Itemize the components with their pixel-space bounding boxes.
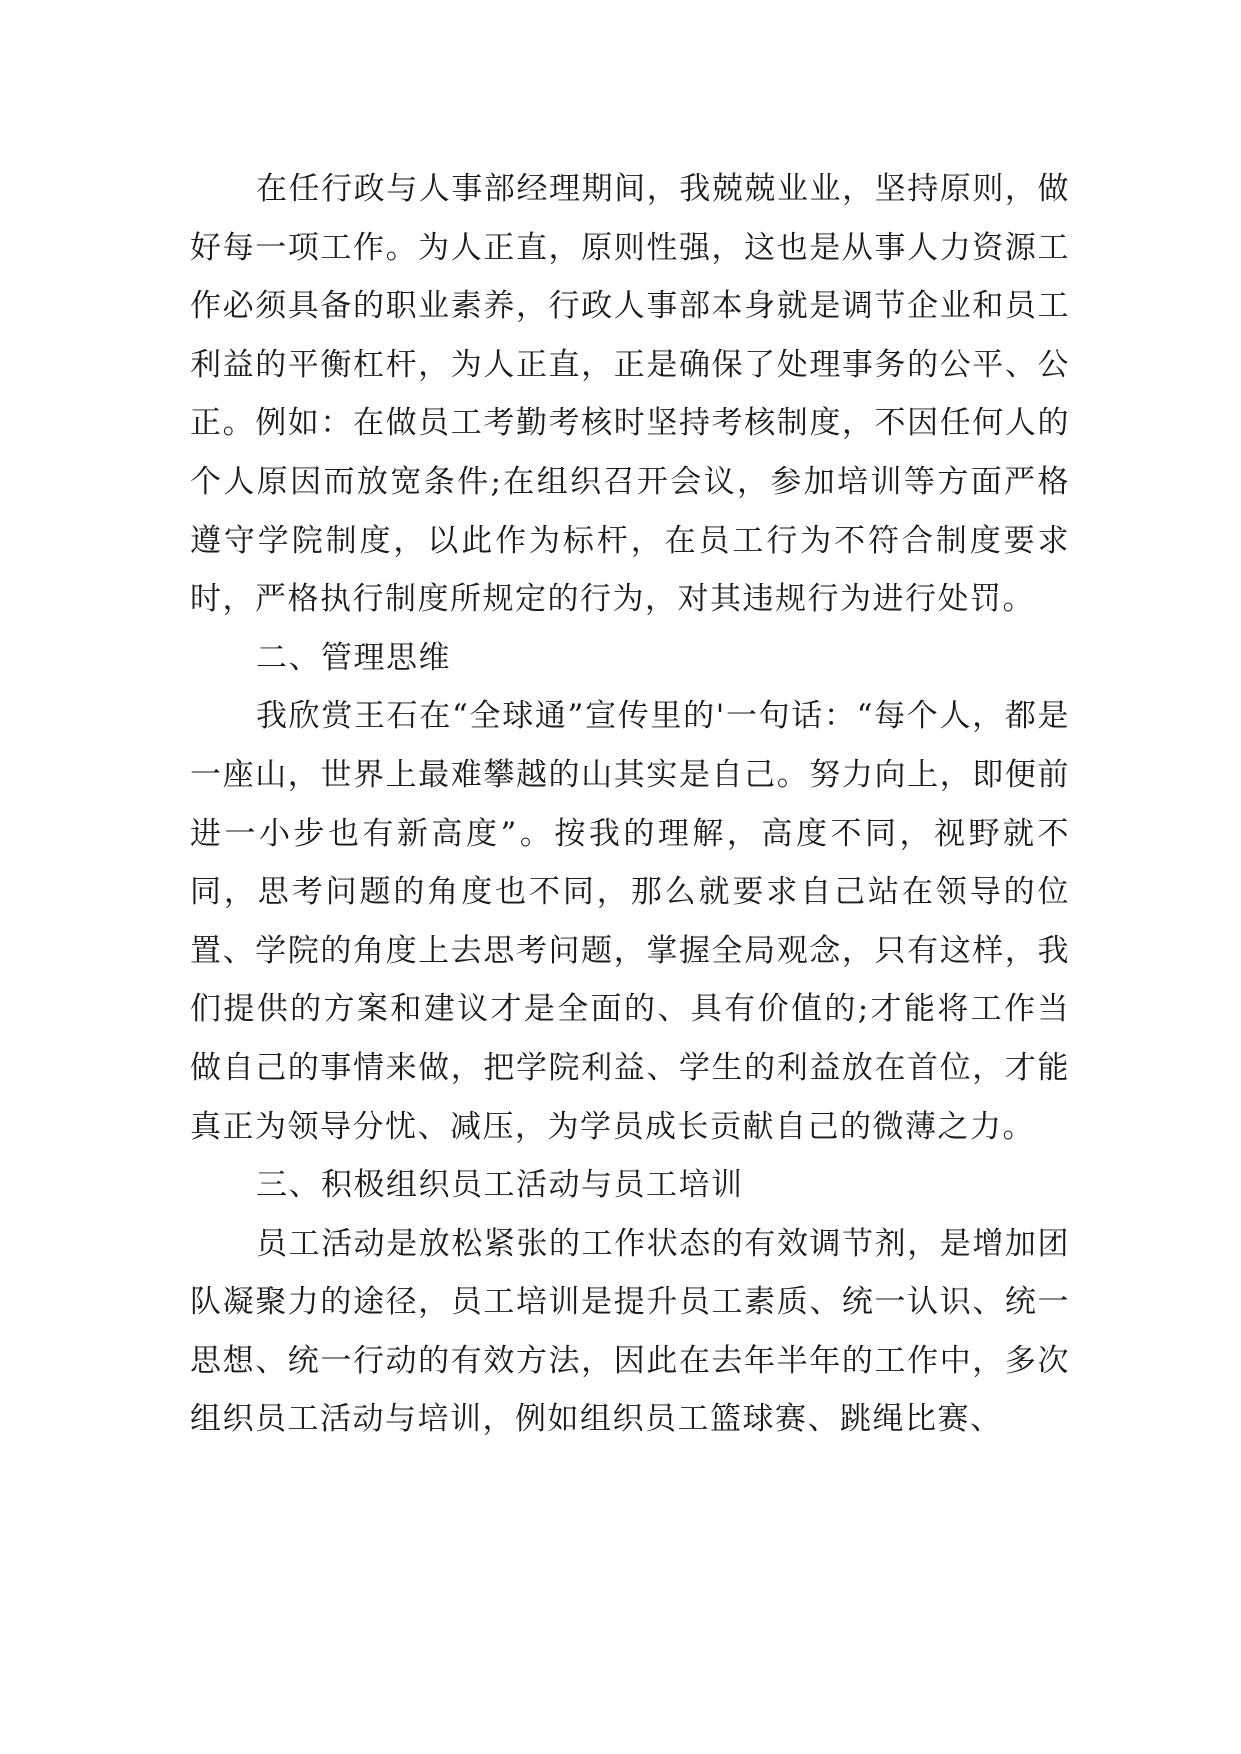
paragraph-activities-training: 员工活动是放松紧张的工作状态的有效调节剂，是增加团队凝聚力的途径，员工培训是提升员工素质、统一认识、统一思想、统一行动的有效方法，因此在去年半年的工作中，多次组织员工活动与培训，例如组织员工篮球赛、跳绳比赛、	[190, 1225, 1070, 1438]
section-heading-activities-training: 三、积极组织员工活动与员工培训	[256, 1167, 744, 1204]
paragraph-management-thinking: 我欣赏王石在“全球通”宣传里的'一句话：“每个人，都是一座山，世界上最难攀越的山其实是自己。努力向上，即便前进一小步也有新高度”。按我的理解，高度不同，视野就不同，思考问题的角度也不同，那么就要求自己站在领导的位置、学院的角度上去思考问题，掌握全局观念，只有这样，我们提供的方案和建议才是全面的、具有价值的;才能将工作当做自己的事情来做，把学院利益、学生的利益放在首位，才能真正为领导分忧、减压，为学员成长贡献自己的微薄之力。	[190, 698, 1070, 1145]
section-heading-management-thinking: 二、管理思维	[256, 639, 451, 676]
document-body	[190, 160, 1070, 1449]
paragraph-integrity: 在任行政与人事部经理期间，我兢兢业业，坚持原则，做好每一项工作。为人正直，原则性强，这也是从事人力资源工作必须具备的职业素养，行政人事部本身就是调节企业和员工利益的平衡杠杆，为人正直，正是确保了处理事务的公平、公正。例如：在做员工考勤考核时坚持考核制度，不因任何人的个人原因而放宽条件;在组织召开会议，参加培训等方面严格遵守学院制度，以此作为标杆，在员工行为不符合制度要求时，严格执行制度所规定的行为，对其违规行为进行处罚。	[190, 171, 1070, 618]
